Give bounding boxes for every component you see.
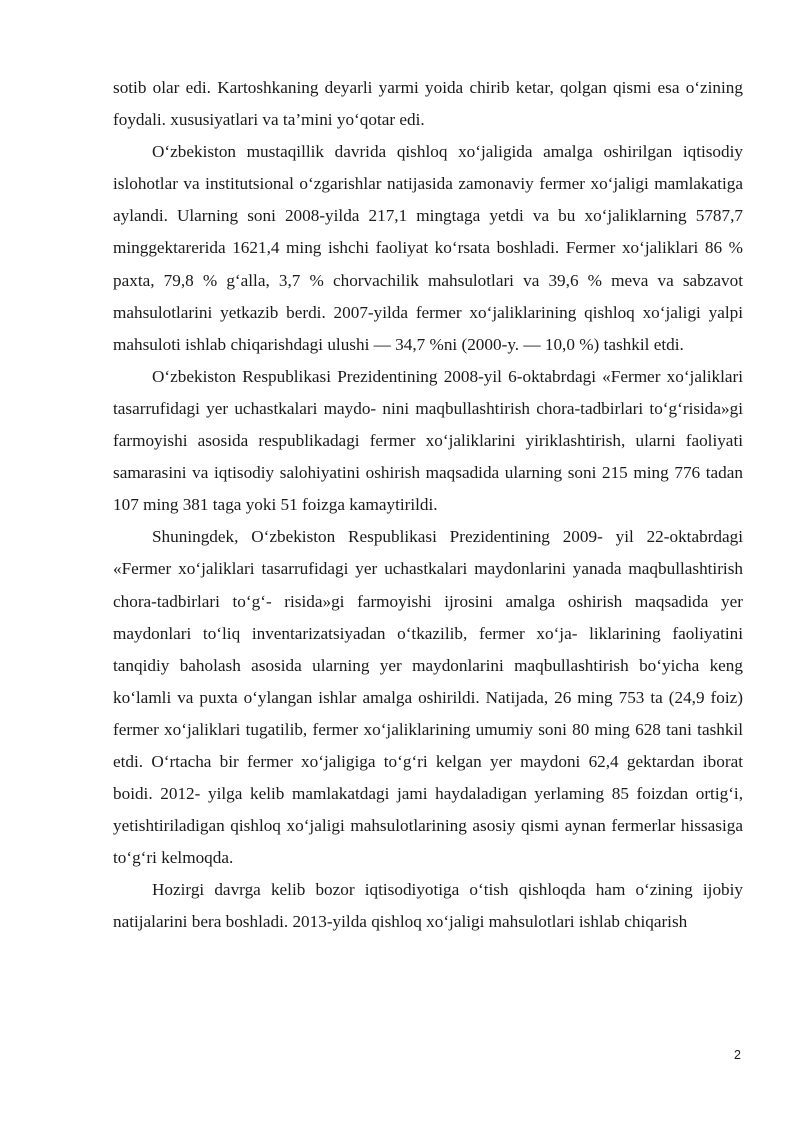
page-number: 2	[734, 1048, 741, 1062]
paragraph-5: Hozirgi davrga kelib bozor iqtisodiyotiga o‘tish qishloqda ham o‘zining ijobiy natijalarini bera boshladi. 2013-yilda qishloq xo‘jaligi mahsulotlari ishlab chiqarish	[113, 880, 743, 932]
document-body	[113, 72, 743, 939]
paragraph-3: O‘zbekiston Respublikasi Prezidentining 2008-yil 6-oktabrdagi «Fermer xo‘jaliklari tasarrufidagi yer uchastkalari maydo- nini maqbullashtirish chora-tadbirlari to‘g‘risida»gi farmoyishi asosida respublikadagi fermer xo‘jaliklarini yiriklashtirish, ularni faoliyati samarasini va iqtisodiy salohiyatini oshirish maqsadida ularning soni 215 ming 776 tadan 107 ming 381 taga yoki 51 foizga kamaytirildi.	[113, 366, 743, 515]
paragraph-1: sotib olar edi. Kartoshkaning deyarli yarmi yoida chirib ketar, qolgan qismi esa o‘zining foydali. xususiyatlari va ta’mini yo‘qotar edi.	[113, 78, 743, 130]
paragraph-4: Shuningdek, O‘zbekiston Respublikasi Prezidentining 2009- yil 22-oktabrdagi «Fermer xo‘jaliklari tasarrufidagi yer uchastkalari maydonlarini yanada maqbullashtirish chora-tadbirlari to‘g‘- risida»gi farmoyishi ijrosini amalga oshirish maqsadida yer maydonlari to‘liq inventarizatsiyadan o‘tkazilib, fermer xo‘ja- liklarining faoliyatini tanqidiy baholash asosida ularning yer maydonlarini maqbullashtirish bo‘yicha keng ko‘lamli va puxta o‘ylangan ishlar amalga oshirildi. Natijada, 26 ming 753 ta (24,9 foiz) fermer xo‘jaliklari tugatilib, fermer xo‘jaliklarining umumiy soni 80 ming 628 tani tashkil etdi. O‘rtacha bir fermer xo‘jaligiga to‘g‘ri kelgan yer maydoni 62,4 gektardan iborat boidi. 2012- yilga kelib mamlakatdagi jami haydaladigan yerlaming 85 foizdan ortig‘i, yetishtiriladigan qishloq xo‘jaligi mahsulotlarining asosiy qismi aynan fermerlar hissasiga to‘g‘ri kelmoqda.	[113, 527, 743, 868]
paragraph-2: O‘zbekiston mustaqillik davrida qishloq xo‘jaligida amalga oshirilgan iqtisodiy islohotlar va institutsional o‘zgarishlar natijasida zamonaviy fermer xo‘jaligi mamlakatiga aylandi. Ularning soni 2008-yilda 217,1 mingtaga yetdi va bu xo‘jaliklarning 5787,7 minggektarerida 1621,4 ming ishchi faoliyat ko‘rsata boshladi. Fermer xo‘jaliklari 86 % paxta, 79,8 % g‘alla, 3,7 % chorvachilik mahsulotlari va 39,6 % meva va sabzavot mahsulotlarini yetkazib berdi. 2007-yilda fermer xo‘jaliklarining qishloq xo‘jaligi yalpi mahsuloti ishlab chiqarishdagi ulushi — 34,7 %ni (2000-y. — 10,0 %) tashkil etdi.	[113, 142, 743, 354]
